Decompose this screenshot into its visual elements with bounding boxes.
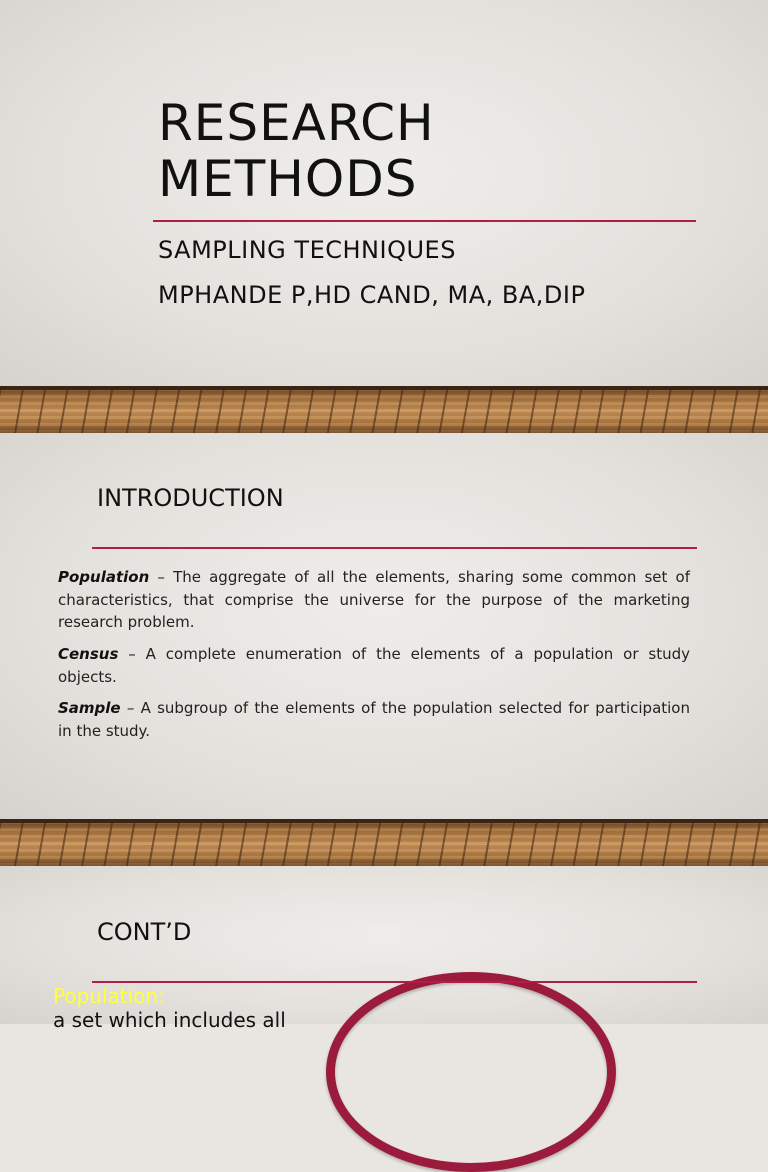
slide-heading: INTRODUCTION bbox=[97, 484, 284, 512]
wood-floor-divider bbox=[0, 386, 768, 433]
definition-text: – A complete enumeration of the elements of a population or study objects. bbox=[58, 645, 690, 686]
definition-sample bbox=[58, 697, 690, 742]
slide-2 bbox=[0, 433, 768, 819]
definition-population bbox=[58, 566, 690, 634]
definition-text: – The aggregate of all the elements, sharing some common set of characteristics, that comprise the universe for the purpose of the marketing research problem. bbox=[58, 568, 690, 631]
population-text: a set which includes all bbox=[53, 1008, 286, 1032]
definition-text: – A subgroup of the elements of the population selected for participation in the study. bbox=[58, 699, 690, 740]
definition-census bbox=[58, 643, 690, 688]
title-divider bbox=[153, 220, 696, 222]
slide-subtitle: SAMPLING TECHNIQUES bbox=[158, 236, 456, 264]
slide-title: RESEARCH METHODS bbox=[158, 94, 435, 208]
heading-divider bbox=[92, 981, 697, 983]
definition-term: Population bbox=[58, 568, 150, 586]
definition-term: Census bbox=[58, 645, 119, 663]
wood-floor-divider bbox=[0, 819, 768, 866]
slide-author: MPHANDE P,HD CAND, MA, BA,DIP bbox=[158, 281, 586, 309]
slide-heading: CONT’D bbox=[97, 918, 192, 946]
definition-term: Sample bbox=[58, 699, 121, 717]
circle-graphic bbox=[326, 972, 616, 1172]
slide-1 bbox=[0, 0, 768, 386]
heading-divider bbox=[92, 547, 697, 549]
population-label: Population: bbox=[53, 984, 165, 1008]
